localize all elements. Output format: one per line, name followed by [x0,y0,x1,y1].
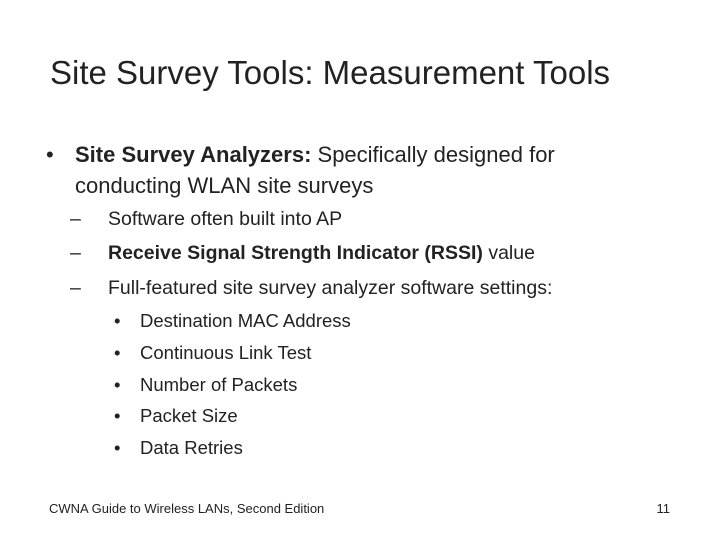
main-bullet-text [75,139,666,201]
bullet-icon: • [46,142,54,167]
slide-title: Site Survey Tools: Measurement Tools [50,54,611,91]
setting-item-label: Packet Size [140,405,238,426]
dash-icon: – [70,277,81,299]
sub-point-text: Software often built into AP [108,208,343,230]
sub-point-bold: Receive Signal Strength Indicator (RSSI) [108,242,483,264]
setting-item [114,404,238,428]
setting-item-label: Continuous Link Test [140,342,312,363]
bullet-icon: • [114,374,121,395]
dash-icon: – [70,208,81,230]
setting-item-label: Number of Packets [140,374,298,395]
main-bullet-rest: Specifically designed for conducting WLAN site surveys [75,142,555,198]
bullet-icon: • [114,437,121,458]
footer-source: CWNA Guide to Wireless LANs, Second Edition [49,501,325,516]
setting-item [114,341,311,365]
main-bullet-bold: Site Survey Analyzers: [75,142,312,167]
dash-icon: – [70,242,81,264]
main-bullet-point [46,139,666,201]
setting-item-label: Data Retries [140,437,243,458]
sub-point [70,206,342,232]
setting-item [114,309,351,333]
setting-item-label: Destination MAC Address [140,310,351,331]
bullet-icon: • [114,405,121,426]
sub-point-text: value [482,242,535,264]
sub-point [70,240,535,266]
sub-point [70,275,552,301]
bullet-icon: • [114,310,121,331]
sub-point-text: Full-featured site survey analyzer software settings: [108,277,553,299]
page-number: 11 [656,501,670,516]
setting-item [114,373,297,397]
setting-item [114,436,243,460]
bullet-icon: • [114,342,121,363]
